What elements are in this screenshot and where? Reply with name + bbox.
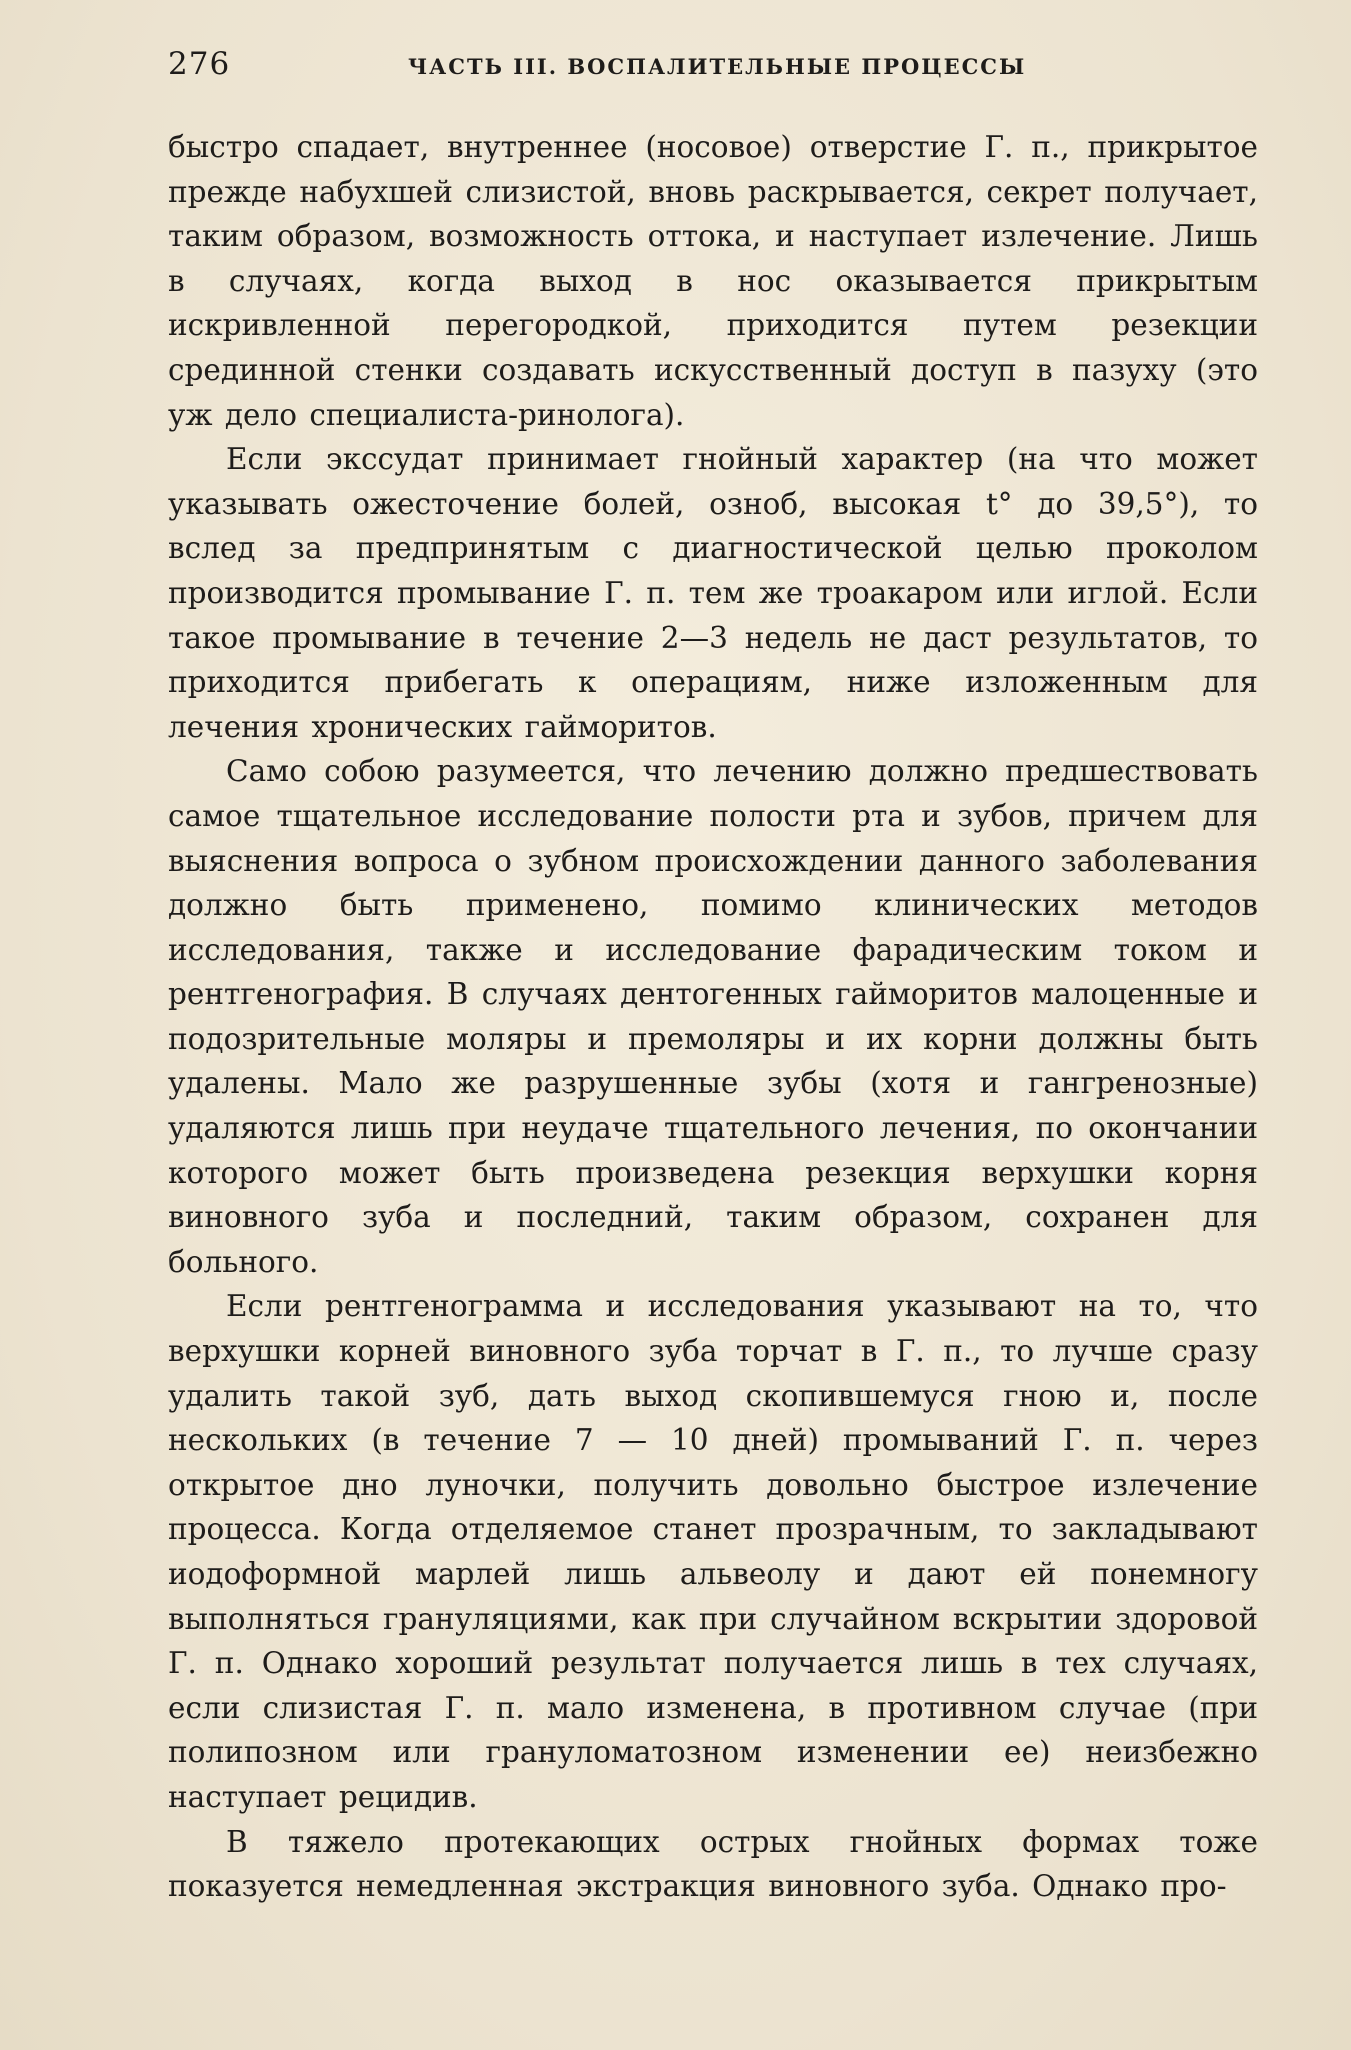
body-text	[168, 125, 1258, 1909]
paragraph: быстро спадает, внутреннее (носовое) отверстие Г. п., прикрытое прежде набухшей слизистой, вновь раскрывается, секрет получает, таким образом, возможность оттока, и наступает излечение. Лишь в случаях, когда выход в нос оказывается прикрытым искривленной перегородкой, приходится путем резекции срединной стенки создавать искусственный доступ в пазуху (это уж дело специалиста-ринолога).	[168, 130, 1258, 432]
paragraph: Если экссудат принимает гнойный характер (на что может указывать ожесточение болей, озноб, высокая t° до 39,5°), то вслед за предпринятым с диагностической целью проколом производится промывание Г. п. тем же троакаром или иглой. Если такое промывание в течение 2—3 недель не даст результатов, то приходится прибегать к операциям, ниже изложенным для лечения хронических гайморитов.	[168, 442, 1258, 744]
paragraph: Если рентгенограмма и исследования указывают на то, что верхушки корней виновного зуба торчат в Г. п., то лучше сразу удалить такой зуб, дать выход скопившемуся гною и, после нескольких (в течение 7 — 10 дней) промываний Г. п. через открытое дно луночки, получить довольно быстрое излечение процесса. Когда отделяемое станет прозрачным, то закладывают иодоформной марлей лишь альвеолу и дают ей понемногу выполняться грануляциями, как при случайном вскрытии здоровой Г. п. Однако хороший результат получается лишь в тех случаях, если слизистая Г. п. мало изменена, в противном случае (при полипозном или грануломатозном изменении ее) неизбежно наступает рецидив.	[168, 1289, 1258, 1814]
page-number: 276	[168, 46, 231, 82]
page-header	[168, 46, 1258, 86]
running-title: ЧАСТЬ III. ВОСПАЛИТЕЛЬНЫЕ ПРОЦЕССЫ	[408, 54, 1027, 79]
paragraph: В тяжело протекающих острых гнойных формах тоже показуется немедленная экстракция виновного зуба. Однако про-	[168, 1824, 1258, 1904]
paragraph: Само собою разумеется, что лечению должно предшествовать самое тщательное исследование полости рта и зубов, причем для выяснения вопроса о зубном происхождении данного заболевания должно быть применено, помимо клинических методов исследования, также и исследование фарадическим током и рентгенография. В случаях дентогенных гайморитов малоценные и подозрительные моляры и премоляры и их корни должны быть удалены. Мало же разрушенные зубы (хотя и гангренозные) удаляются лишь при неудаче тщательного лечения, по окончании которого может быть произведена резекция верхушки корня виновного зуба и последний, таким образом, сохранен для больного.	[168, 754, 1258, 1279]
